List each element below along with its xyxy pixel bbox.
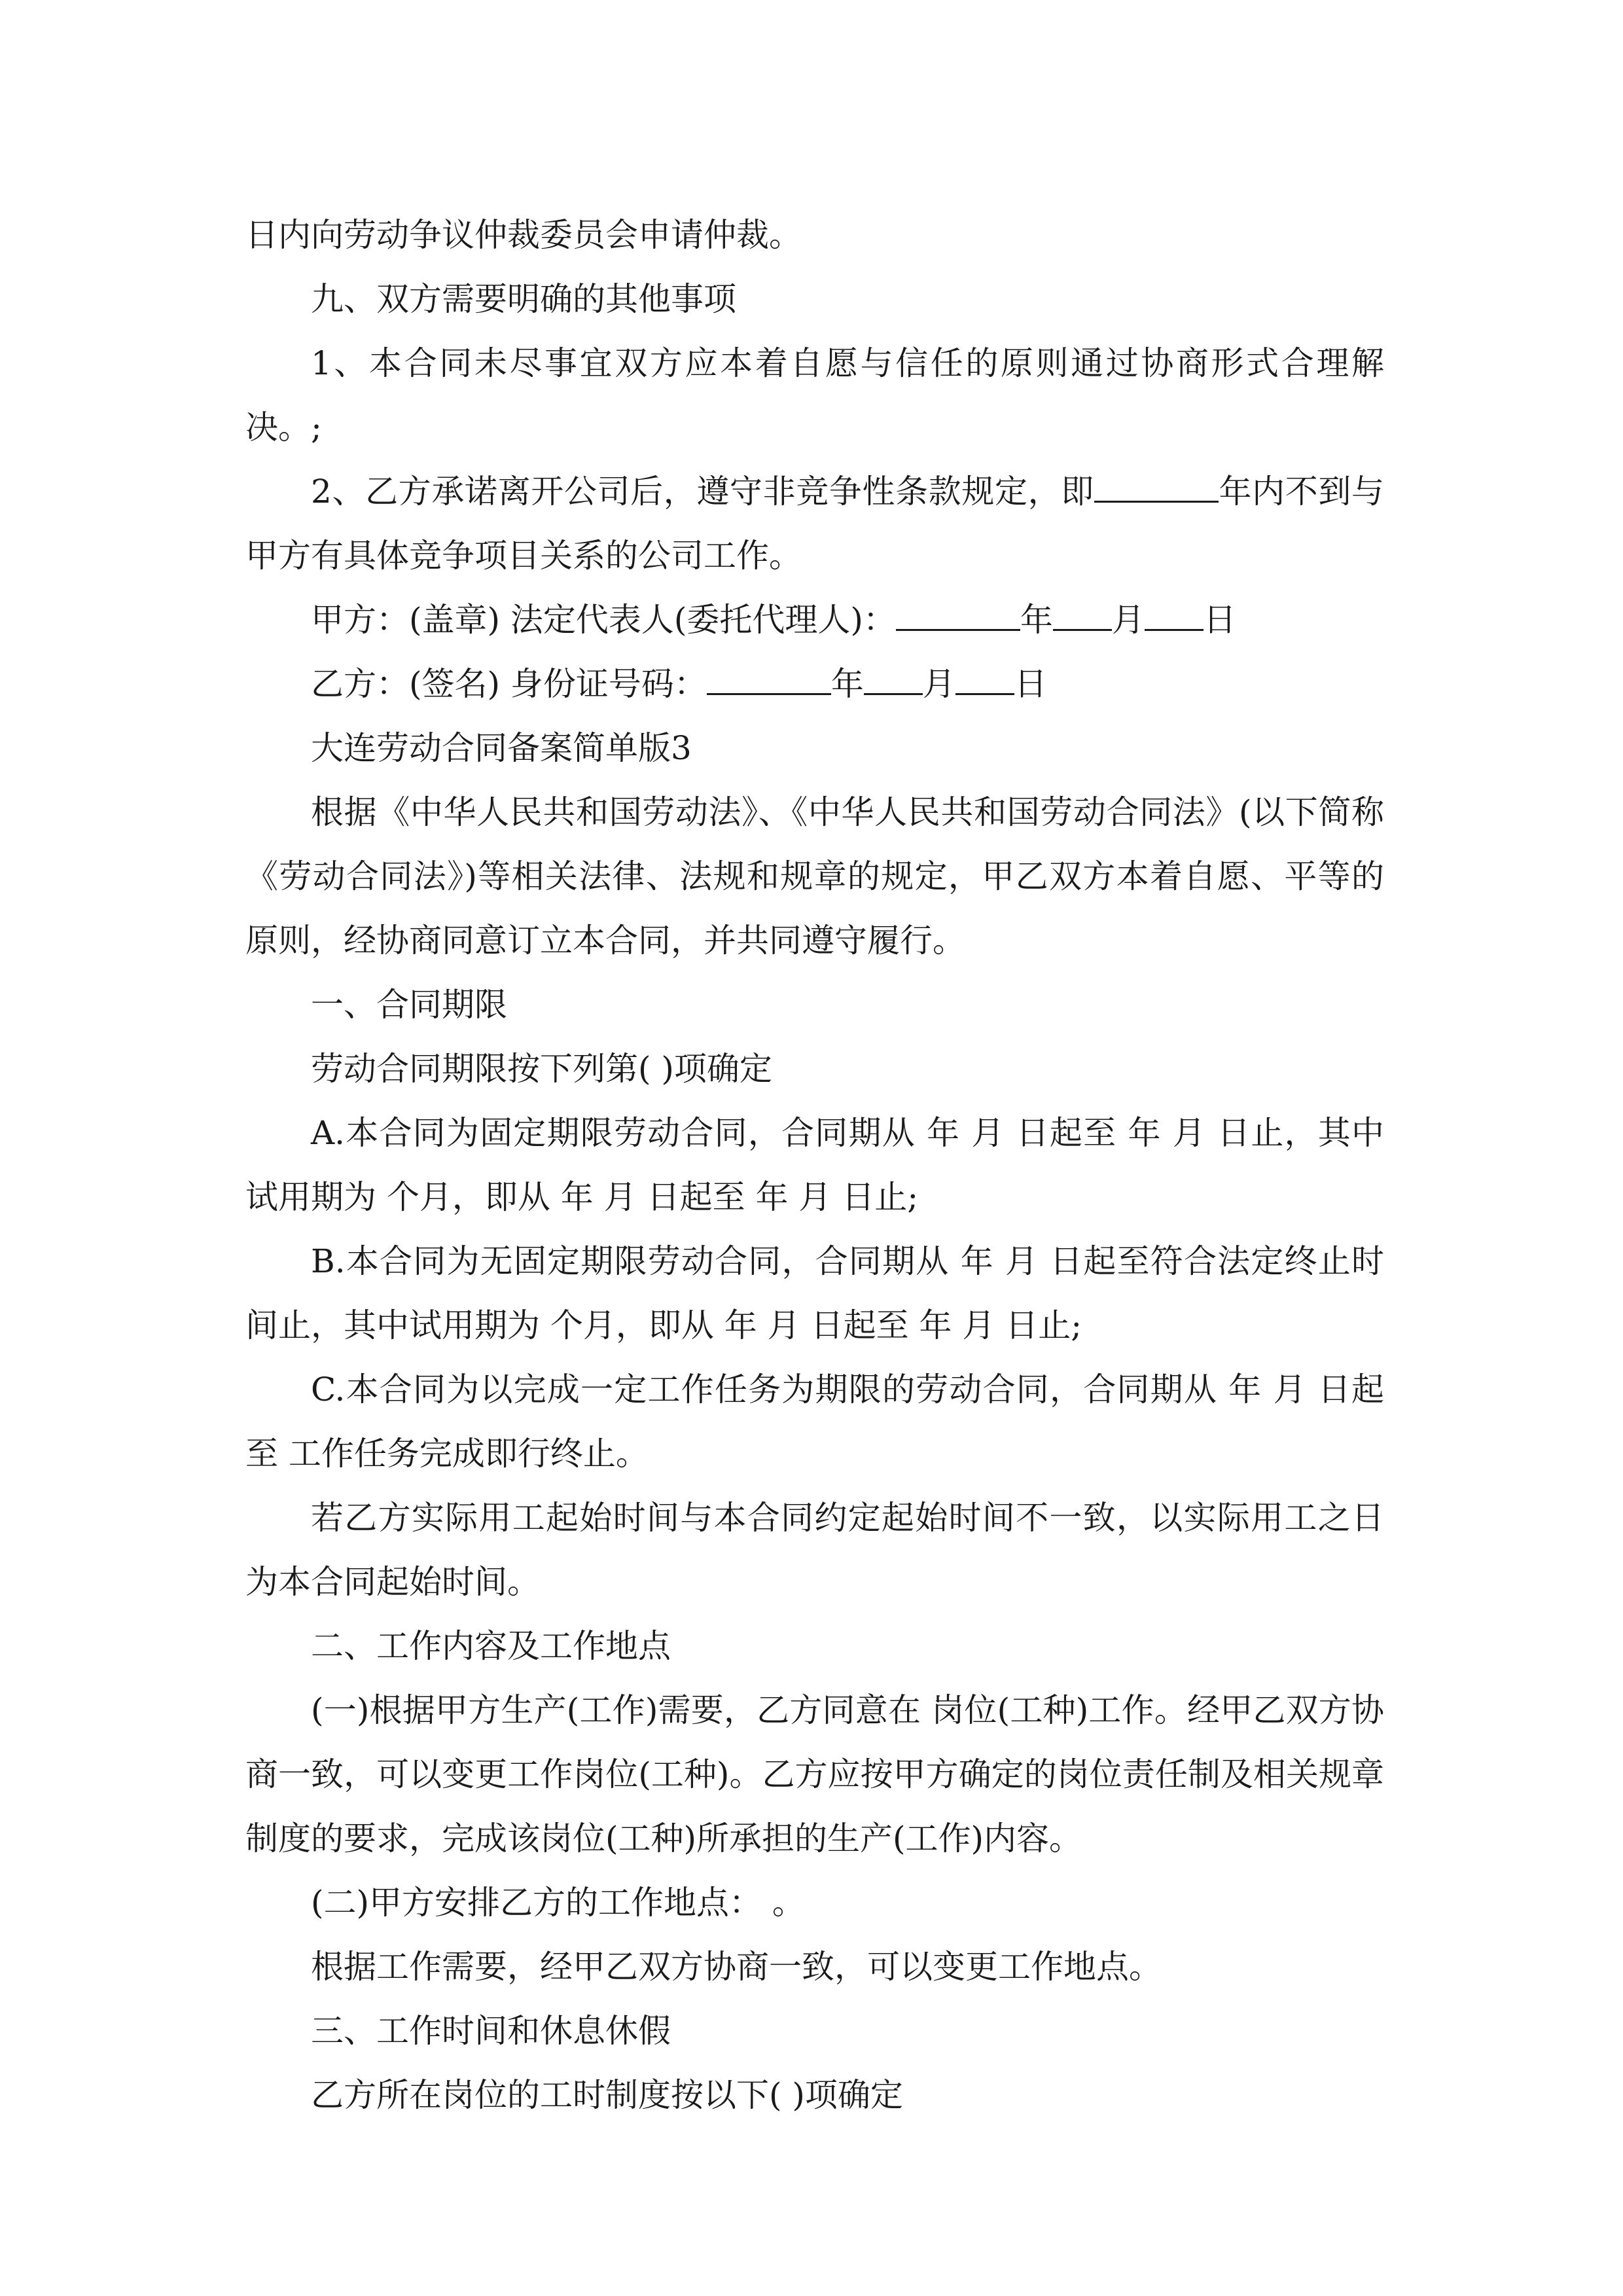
section-heading-one: 一、合同期限	[311, 986, 507, 1024]
party-b-signature-line	[245, 652, 1384, 716]
document-title: 大连劳动合同备案简单版3	[311, 729, 692, 767]
term-option-a: A.本合同为固定期限劳动合同，合同期从 年 月 日起至 年 月 日止，其中试用期为 个月，即从 年 月 日起至 年 月 日止;	[245, 1114, 1384, 1216]
section-heading-nine: 九、双方需要明确的其他事项	[311, 280, 736, 318]
party-a-month-blank[interactable]	[1053, 600, 1112, 631]
work-location-change: 根据工作需要，经甲乙双方协商一致，可以变更工作地点。	[311, 1948, 1162, 1986]
party-a-year-blank[interactable]	[896, 600, 1020, 631]
party-b-label: 乙方：(签名) 身份证号码：	[311, 665, 707, 703]
party-a-signature-line	[245, 588, 1384, 652]
term-selection: 劳动合同期限按下列第( )项确定	[311, 1050, 772, 1088]
work-location-clause: (二)甲方安排乙方的工作地点： 。	[311, 1884, 805, 1922]
party-a-day-label: 日	[1203, 601, 1236, 639]
party-b-day-label: 日	[1014, 665, 1047, 703]
section-heading-two: 二、工作内容及工作地点	[311, 1627, 671, 1665]
clause-2-text-a: 2、乙方承诺离开公司后，遵守非竞争性条款规定，即	[311, 473, 1094, 511]
party-b-year-blank[interactable]	[707, 664, 831, 695]
work-content-clause: (一)根据甲方生产(工作)需要，乙方同意在 岗位(工种)工作。经甲乙双方协商一致，可以变更工作岗位(工种)。乙方应按甲方确定的岗位责任制及相关规章制度的要求，完成该岗位(工种)所承担的生产(工作)内容。	[245, 1691, 1384, 1857]
preamble: 根据《中华人民共和国劳动法》、《中华人民共和国劳动合同法》(以下简称《劳动合同法》)等相关法律、法规和规章的规定，甲乙双方本着自愿、平等的原则，经协商同意订立本合同，并共同遵守履行。	[245, 793, 1384, 960]
party-b-month-label: 月	[922, 665, 955, 703]
party-b-year-label: 年	[830, 665, 864, 703]
clause-2-text-b: 年内不到与甲方有具体竞争项目关系的公司工作。	[245, 473, 1385, 575]
party-a-year-label: 年	[1020, 601, 1053, 639]
party-b-day-blank[interactable]	[955, 664, 1014, 695]
section-heading-three: 三、工作时间和休息休假	[311, 2012, 671, 2050]
start-time-note: 若乙方实际用工起始时间与本合同约定起始时间不一致，以实际用工之日为本合同起始时间。	[245, 1499, 1384, 1601]
working-hours-selection: 乙方所在岗位的工时制度按以下( )项确定	[311, 2076, 903, 2114]
term-option-b: B.本合同为无固定期限劳动合同，合同期从 年 月 日起至符合法定终止时间止，其中试用期为 个月，即从 年 月 日起至 年 月 日止;	[245, 1242, 1384, 1344]
clause-1: 1、本合同未尽事宜双方应本着自愿与信任的原则通过协商形式合理解决。;	[245, 344, 1384, 446]
term-option-c: C.本合同为以完成一定工作任务为期限的劳动合同，合同期从 年 月 日起至 工作任务完成即行终止。	[245, 1371, 1384, 1473]
party-a-label: 甲方：(盖章) 法定代表人(委托代理人)：	[311, 601, 896, 639]
paragraph-continuation: 日内向劳动争议仲裁委员会申请仲裁。	[245, 216, 802, 254]
party-a-day-blank[interactable]	[1145, 600, 1204, 631]
document-body	[245, 203, 1384, 2127]
party-a-month-label: 月	[1111, 601, 1145, 639]
party-b-month-blank[interactable]	[864, 664, 923, 695]
clause-2	[245, 459, 1384, 588]
fill-blank-years[interactable]	[1094, 472, 1219, 503]
